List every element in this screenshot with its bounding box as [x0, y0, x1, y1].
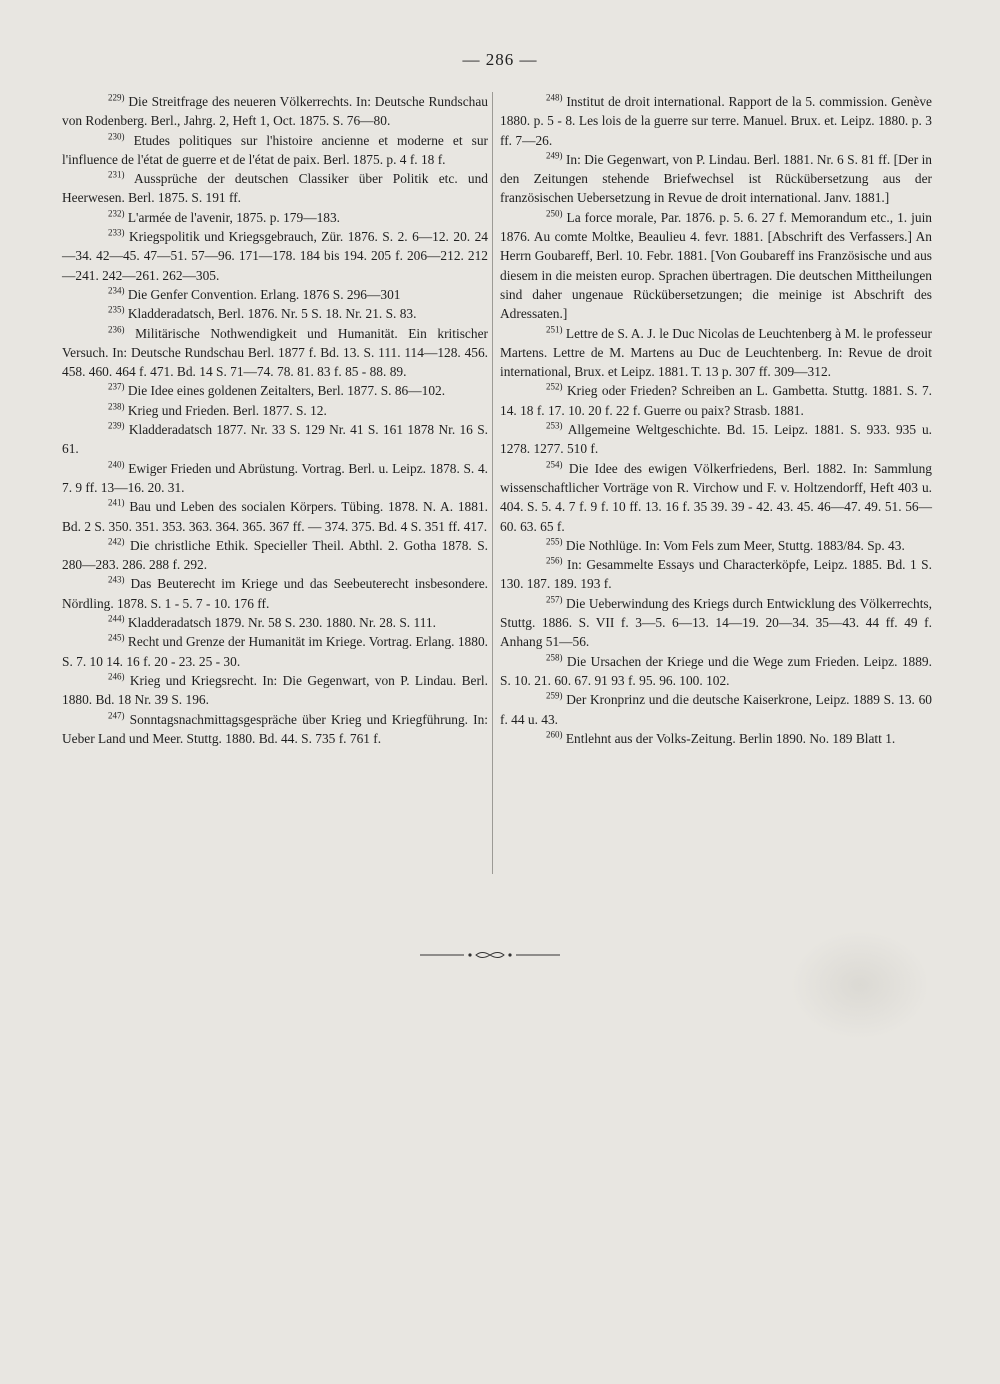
footnote-number: 238) — [108, 401, 125, 412]
footnote-text: Entlehnt aus der Volks-Zeitung. Berlin 1890. No. 189 Blatt 1. — [565, 730, 896, 746]
footnote-text: Die Ursachen der Kriege und die Wege zum Frieden. Leipz. 1889. S. 10. 21. 60. 67. 91 93 f. 95. 96. 100. 102. — [500, 653, 932, 688]
footnote-text: Kriegspolitik und Kriegsgebrauch, Zür. 1876. S. 2. 6—12. 20. 24—34. 42—45. 47—51. 57—96. 171—178. 184 bis 194. 205 f. 206—212. 212—241. 242—261. 262—305. — [62, 229, 488, 283]
footnote-number: 229) — [108, 92, 125, 103]
footnote-text: Allgemeine Weltgeschichte. Bd. 15. Leipz. 1881. S. 933. 935 u. 1278. 1277. 510 f. — [500, 422, 932, 457]
footnote — [62, 324, 488, 382]
footnote-text: Krieg und Frieden. Berl. 1877. S. 12. — [127, 402, 327, 418]
footnote — [62, 227, 488, 285]
footnote-text: Recht und Grenze der Humanität im Kriege. Vortrag. Erlang. 1880. S. 7. 10 14. 16 f. 20 - 23. 25 - 30. — [62, 634, 488, 669]
footnote-text: L'armée de l'avenir, 1875. p. 179—183. — [127, 209, 341, 225]
footnote-number: 252) — [546, 381, 563, 392]
footnote-text: Die Ueberwindung des Kriegs durch Entwicklung des Völkerrechts, Stuttg. 1886. S. VII f. 3—5. 6—13. 14—19. 20—34. 35—43. 44 ff. 49 f. Anhang 51—56. — [500, 595, 932, 650]
footnote-text: Die Streitfrage des neueren Völkerrechts. In: Deutsche Rundschau von Rodenberg. Berl., Jahrg. 2, Heft 1, Oct. 1875. S. 76—80. — [62, 94, 488, 129]
ornament-divider — [420, 948, 560, 962]
footnote-text: In: Gesammelte Essays und Characterköpfe, Leipz. 1885. Bd. 1 S. 130. 187. 189. 193 f. — [500, 557, 932, 592]
footnote-number: 232) — [108, 208, 125, 219]
footnote-number: 257) — [546, 594, 563, 605]
footnote-number: 233) — [108, 227, 125, 238]
footnote — [500, 381, 932, 420]
column-divider — [492, 92, 493, 874]
footnote-text: Die Nothlüge. In: Vom Fels zum Meer, Stuttg. 1883/84. Sp. 43. — [565, 537, 905, 553]
footnote — [500, 459, 932, 536]
footnote-text: Die Idee eines goldenen Zeitalters, Berl. 1877. S. 86—102. — [127, 383, 446, 399]
footnote-text: Militärische Nothwendigkeit und Humanität. Ein kritischer Versuch. In: Deutsche Rundschau Berl. 1877 f. Bd. 13. S. 111. 114—128. 456. 458. 460. 464 f. 471. Bd. 14 S. 71—74. 78. 81. 83 f. 85 - 88. 89. — [62, 325, 488, 380]
footnote — [500, 690, 932, 729]
footnote-text: Krieg und Kriegsrecht. In: Die Gegenwart, von P. Lindau. Berl. 1880. Bd. 18 Nr. 39 S. 196. — [62, 672, 488, 708]
footnote — [500, 208, 932, 324]
footnote-text: Etudes politiques sur l'histoire ancienne et moderne et sur l'influence de l'état de guerre et de l'état de paix. Berl. 1875. p. 4 f. 18 f. — [62, 132, 489, 167]
footnote-text: Bau und Leben des socialen Körpers. Tübing. 1878. N. A. 1881. Bd. 2 S. 350. 351. 353. 363. 364. 365. 367 ff. — 374. 375. Bd. 4 S. 351 ff. 417. — [62, 499, 488, 534]
footnote-number: 237) — [108, 381, 125, 392]
footnote — [62, 401, 488, 420]
footnote-number: 242) — [108, 536, 125, 547]
footnote — [62, 304, 488, 323]
footnote-text: Die christliche Ethik. Specieller Theil. Abthl. 2. Gotha 1878. S. 280—283. 286. 288 f. 292. — [62, 537, 488, 573]
footnote-number: 239) — [108, 420, 125, 431]
footnote-number: 248) — [546, 92, 563, 103]
footnote-number: 230) — [108, 131, 125, 142]
footnote — [500, 536, 932, 555]
footnote — [62, 632, 488, 671]
footnote-number: 255) — [546, 536, 563, 547]
footnote-text: Kladderadatsch 1877. Nr. 33 S. 129 Nr. 41 S. 161 1878 Nr. 16 S. 61. — [62, 422, 488, 457]
footnote-number: 259) — [546, 690, 563, 701]
footnote — [500, 324, 932, 382]
footnote — [62, 92, 488, 131]
footnote — [62, 536, 488, 575]
footnotes-right-column — [500, 92, 932, 748]
footnote-number: 241) — [108, 497, 125, 508]
footnote — [500, 555, 932, 594]
footnote-number: 247) — [108, 710, 125, 721]
footnote — [62, 459, 488, 498]
footnote-number: 251) — [546, 324, 563, 335]
footnote-number: 231) — [108, 169, 125, 180]
footnotes-left-column — [62, 92, 488, 748]
footnote-number: 246) — [108, 671, 125, 682]
footnote-number: 253) — [546, 420, 563, 431]
footnote-text: Sonntagsnachmittagsgespräche über Krieg und Kriegführung. In: Ueber Land und Meer. Stuttg. 1880. Bd. 44. S. 735 f. 761 f. — [62, 711, 488, 746]
footnote — [62, 131, 488, 170]
footnote-number: 244) — [108, 613, 125, 624]
footnote — [62, 613, 488, 632]
footnote-number: 234) — [108, 285, 125, 296]
footnote — [62, 381, 488, 400]
footnote-number: 250) — [546, 208, 563, 219]
footnote-number: 240) — [108, 459, 125, 470]
footnote — [500, 420, 932, 459]
footnote-text: Ewiger Frieden und Abrüstung. Vortrag. Berl. u. Leipz. 1878. S. 4. 7. 9 ff. 13—16. 20. 31. — [62, 460, 488, 495]
paper-stain — [790, 930, 930, 1040]
footnote-number: 249) — [546, 150, 563, 161]
footnote-text: Das Beuterecht im Kriege und das Seebeuterecht insbesondere. Nördling. 1878. S. 1 - 5. 7 - 10. 176 ff. — [62, 576, 488, 611]
footnote — [62, 420, 488, 459]
footnote-text: Lettre de S. A. J. le Duc Nicolas de Leuchtenberg à M. le professeur Martens. Lettre de M. Martens au Duc de Leuchtenberg. In: Revue de droit international, Brux. et Leipz. 1881. T. 13 p. 307 ff. 309—312. — [500, 325, 932, 380]
footnote-text: Kladderadatsch, Berl. 1876. Nr. 5 S. 18. Nr. 21. S. 83. — [127, 306, 417, 322]
footnote — [62, 497, 488, 536]
footnote — [62, 671, 488, 710]
footnote — [500, 652, 932, 691]
footnote-text: Krieg oder Frieden? Schreiben an L. Gambetta. Stuttg. 1881. S. 7. 14. 18 f. 17. 10. 20 f. 22 f. Guerre ou paix? Strasb. 1881. — [500, 383, 932, 418]
footnote-text: La force morale, Par. 1876. p. 5. 6. 27 f. Memorandum etc., 1. juin 1876. Au comte Moltke, Beaulieu 4. fevr. 1881. [Abschrift des Verfassers.] An Herrn Goubareff, Berl. 10. Febr. 1881. [Von Goubareff ins Französische und aus diesem in die meisten europ. Sprachen übertragen. Die deutschen Mittheilungen sind daher ungenaue Rückübersetzungen; die meinige ist Abschrift des Adressaten.] — [500, 209, 932, 322]
footnote — [500, 729, 932, 748]
footnote-text: Die Idee des ewigen Völkerfriedens, Berl. 1882. In: Sammlung wissenschaftlicher Vorträge von R. Virchow und F. v. Holtzendorff, Heft 403 u. 404. S. 5. 4. 7 f. 9 f. 10 ff. 13. 16 f. 35 39. 39 - 42. 43. 45. 46—47. 49. 51. 56—60. 63. 65 f. — [500, 460, 932, 534]
footnote-text: Institut de droit international. Rapport de la 5. commission. Genève 1880. p. 5 - 8. Les lois de la guerre sur terre. Manuel. Brux. et. Leipz. 1880. p. 3 ff. 7—26. — [500, 94, 933, 148]
footnote — [500, 594, 932, 652]
footnote-text: Die Genfer Convention. Erlang. 1876 S. 296—301 — [127, 286, 401, 302]
footnote-text: Der Kronprinz und die deutsche Kaiserkrone, Leipz. 1889 S. 13. 60 f. 44 u. 43. — [500, 692, 932, 727]
footnote — [62, 574, 488, 613]
footnote-number: 260) — [546, 729, 563, 740]
footnote-number: 254) — [546, 459, 563, 470]
footnote-number: 258) — [546, 652, 563, 663]
footnote-text: Aussprüche der deutschen Classiker über Politik etc. und Heerwesen. Berl. 1875. S. 191 ff. — [62, 171, 489, 206]
footnote-number: 243) — [108, 574, 125, 585]
page-number: — 286 — — [462, 50, 538, 69]
footnote-number: 235) — [108, 304, 125, 315]
footnote — [500, 92, 932, 150]
footnote-number: 256) — [546, 555, 563, 566]
footnote — [62, 169, 488, 208]
footnote — [62, 208, 488, 227]
footnote-number: 245) — [108, 632, 125, 643]
footnote — [500, 150, 932, 208]
footnote — [62, 710, 488, 749]
footnote — [62, 285, 488, 304]
footnote-text: Kladderadatsch 1879. Nr. 58 S. 230. 1880. Nr. 28. S. 111. — [127, 615, 436, 631]
footnote-text: In: Die Gegenwart, von P. Lindau. Berl. 1881. Nr. 6 S. 81 ff. [Der in den Zeitungen stehende Briefwechsel ist Rückübersetzung aus der französischen Uebersetzung in Revue de droit international. Janv. 1881.] — [500, 151, 932, 206]
footnote-number: 236) — [108, 324, 125, 335]
